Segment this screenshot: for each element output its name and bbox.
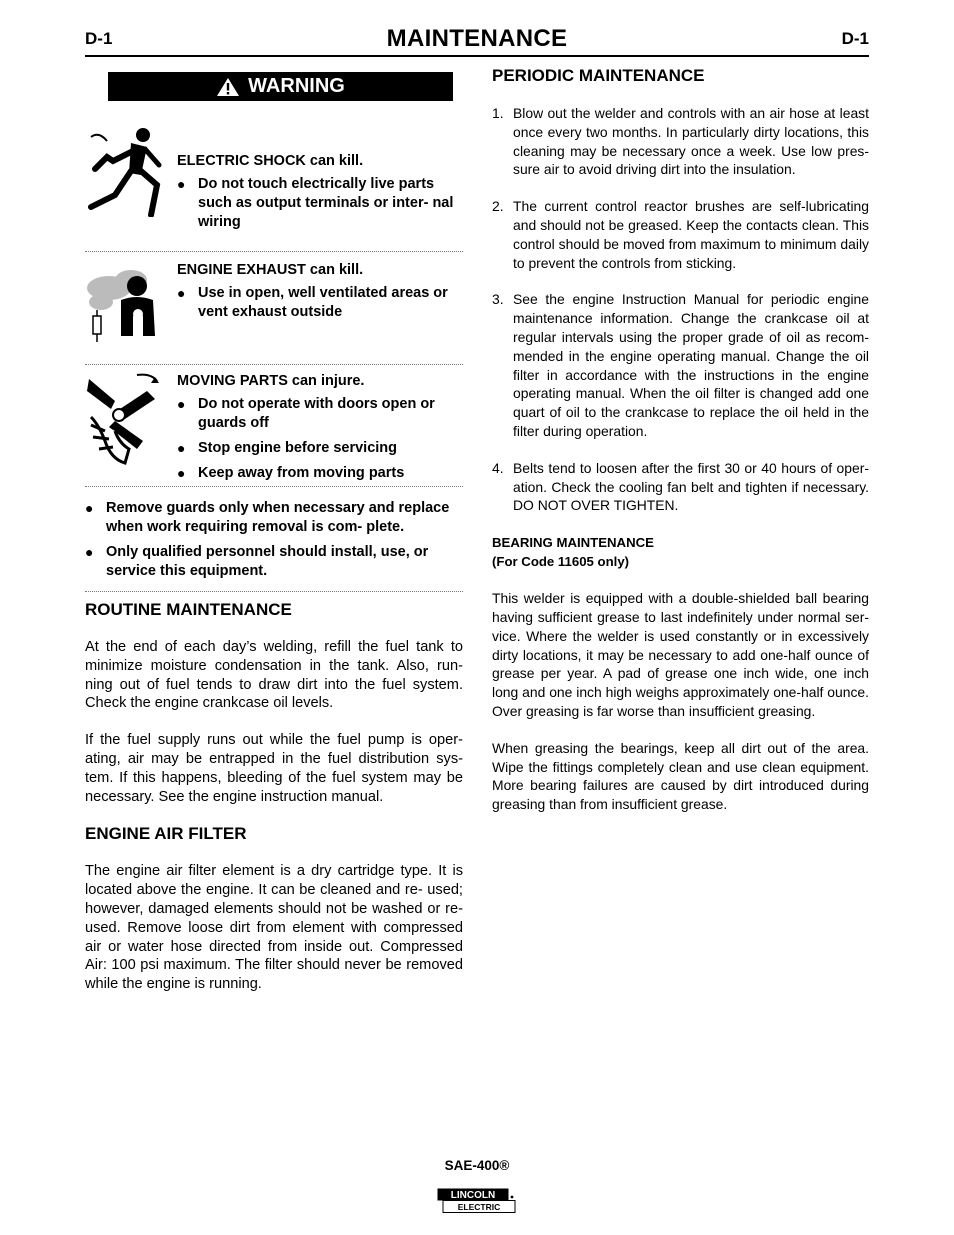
- air-filter-heading: ENGINE AIR FILTER: [85, 824, 247, 844]
- periodic-item: [492, 290, 869, 440]
- bullet-icon: ●: [85, 544, 94, 560]
- air-filter-paragraph: The engine air filter element is a dry cartridge type. It is located above the engine. It can be cleaned and re- used; however, damaged elements should not be washed or re-used. Remove loose dirt from element with compressed air or water hose directed from inside out. Compressed Air: 100 psi maximum. The filter should never be removed while the engine is running.: [85, 863, 463, 993]
- hazard-title: MOVING PARTS can injure.: [177, 373, 365, 389]
- routine-paragraph: At the end of each day’s welding, refill the fuel tank to minimize moisture condensation in the tank. Also, run- ning out of fuel tends to draw dirt into the fuel system. Check the engine crankcase oil levels.: [85, 639, 463, 712]
- engine-exhaust-icon: [85, 266, 165, 346]
- lincoln-electric-logo: [437, 1188, 517, 1214]
- hazard-electric-shock: [85, 121, 463, 252]
- item-number: 2.: [492, 198, 504, 215]
- periodic-maintenance-heading: PERIODIC MAINTENANCE: [492, 66, 705, 85]
- warning-label: WARNING: [248, 75, 345, 97]
- hazard-bullet: ● Use in open, well ventilated areas or vent exhaust outside: [177, 285, 448, 320]
- warning-banner: [108, 72, 453, 101]
- bearing-maintenance-heading: BEARING MAINTENANCE (For Code 11605 only): [492, 535, 654, 570]
- hazard-bullet: ● Keep away from moving parts: [177, 465, 405, 481]
- logo-top-text: LINCOLN: [450, 1190, 496, 1201]
- periodic-item: [492, 459, 869, 515]
- warning-triangle-icon: [216, 77, 240, 97]
- hazard-title: ELECTRIC SHOCK can kill.: [177, 153, 364, 169]
- bullet-icon: ●: [85, 500, 94, 516]
- hazard-moving-parts: [85, 365, 463, 487]
- page-title: MAINTENANCE: [386, 25, 568, 52]
- section-code-right: D-1: [841, 29, 869, 48]
- electric-shock-icon: [85, 127, 165, 217]
- hazard-bullet: ● Stop engine before servicing: [177, 440, 398, 456]
- bullet-icon: ●: [177, 176, 186, 192]
- page-header: [85, 25, 869, 57]
- item-text: The current control reactor brushes are self-lubricating and should not be greased. Keep the contacts clean. This control should be moved from maximum to minimum daily to prevent the controls from sticking.: [513, 198, 869, 271]
- left-column: [85, 72, 463, 1012]
- item-number: 4.: [492, 459, 504, 476]
- item-text: See the engine Instruction Manual for periodic engine maintenance information. Change the crankcase oil at regular intervals using the proper grade of oil as recom- mended in the engine operating manual. Change the oil filter in accordance with the instructions in the engine operating manual. When the oil filter is changed add one quart of oil to the crankcase to replace the oil held in the filter during operation.: [513, 291, 869, 439]
- hazard-bullet: ● Do not touch electrically live parts such as output terminals or inter- nal wiring: [177, 176, 454, 230]
- right-column: [492, 66, 869, 832]
- section-code-left: D-1: [85, 29, 113, 48]
- periodic-item: [492, 104, 869, 179]
- item-text: Blow out the welder and controls with an air hose at least once every two months. In particularly dirty locations, this cleaning may be necessary once a week. Use low pres- sure air to avoid driving dirt into the insulation.: [513, 105, 869, 178]
- bullet-icon: ●: [177, 285, 186, 301]
- hazard-bullet: ● Do not operate with doors open or guards off: [177, 396, 435, 431]
- general-warning-bullet: ● Only qualified personnel should install, use, or service this equipment.: [85, 544, 429, 579]
- bearing-paragraph: This welder is equipped with a double-shielded ball bearing having sufficient grease to last indefinitely under normal ser- vice. Where the welder is used constantly or in excessively dirty locations, it may be necessary to add one-half ounce of grease per year. A pad of grease one inch wide, one inch long and one inch high weighs approximately one-half ounce. Over greasing is far worse than insufficient greasing.: [492, 590, 869, 719]
- bullet-icon: ●: [177, 440, 186, 456]
- general-warnings: [85, 487, 463, 592]
- bullet-icon: ●: [177, 396, 186, 412]
- periodic-item: [492, 197, 869, 272]
- routine-maintenance-heading: ROUTINE MAINTENANCE: [85, 600, 292, 619]
- moving-parts-icon: [85, 371, 165, 467]
- hazard-engine-exhaust: [85, 252, 463, 365]
- general-warning-bullet: ● Remove guards only when necessary and replace when work requiring removal is com- plete.: [85, 500, 450, 535]
- item-text: Belts tend to loosen after the first 30 or 40 hours of oper- ation. Check the cooling fan belt and tighten if necessary. DO NOT OVER TIGHTEN.: [513, 459, 869, 514]
- routine-paragraph: If the fuel supply runs out while the fuel pump is oper- ating, air may be entrapped in the fuel distribution sys- tem. If this happens, bleeding of the fuel system may be necessary. See the engine instruction manual.: [85, 732, 463, 805]
- hazard-title: ENGINE EXHAUST can kill.: [177, 262, 364, 278]
- logo-bottom-text: ELECTRIC: [457, 1202, 501, 1212]
- bearing-paragraph: When greasing the bearings, keep all dirt out of the area. Wipe the fittings completely clean and use clean equipment. More bearing failures are caused by dirt introduced during greasing than from insufficient grease.: [492, 739, 869, 813]
- item-number: 3.: [492, 291, 504, 308]
- item-number: 1.: [492, 105, 504, 121]
- model-name: SAE-400®: [444, 1158, 510, 1173]
- bullet-icon: ●: [177, 465, 186, 481]
